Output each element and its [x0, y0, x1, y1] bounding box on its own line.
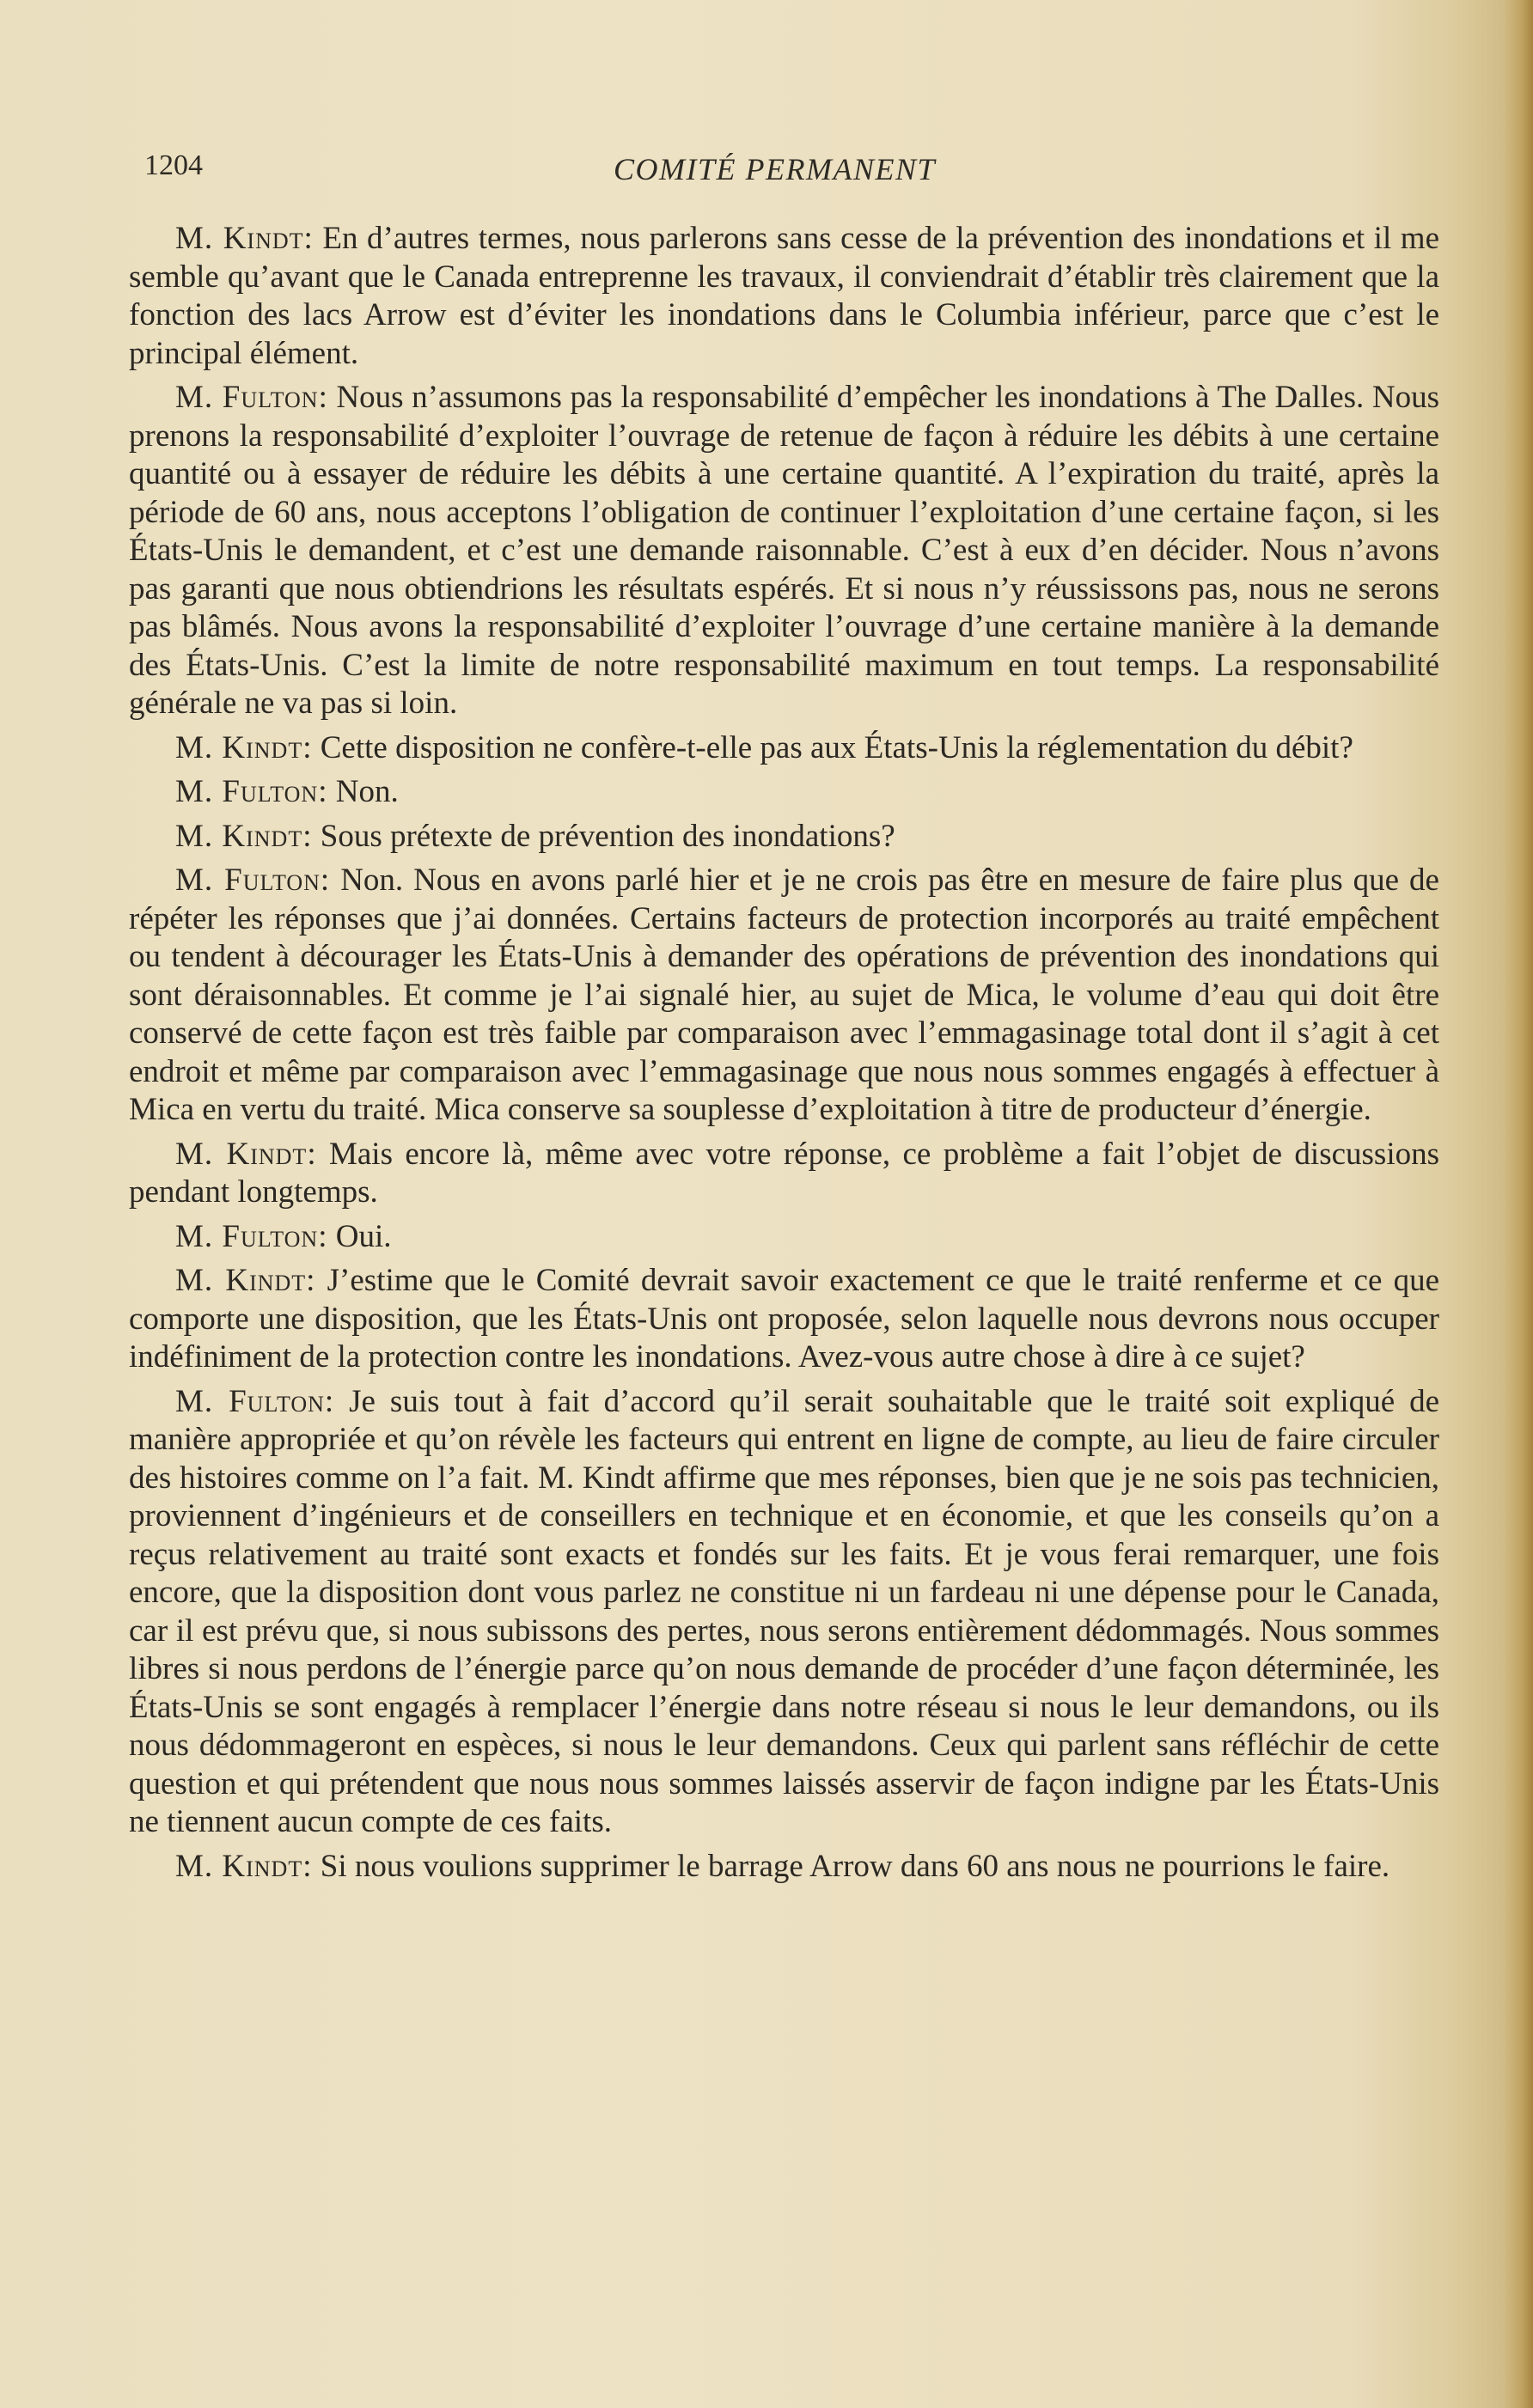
page-edge-shadow — [1504, 0, 1533, 2408]
transcript-paragraph — [129, 773, 1439, 812]
speaker-label: M. Kindt: — [175, 1136, 317, 1172]
speaker-label: M. Kindt: — [175, 221, 314, 256]
transcript-paragraph — [129, 220, 1439, 373]
running-title: COMITÉ PERMANENT — [614, 152, 936, 186]
transcript-paragraph — [129, 1262, 1439, 1377]
transcript-paragraph — [129, 1218, 1439, 1257]
speech-text: Nous n’assumons pas la responsabilité d’empêcher les inondations à The Dalles. Nous prenons la responsabilité d’exploiter l’ouvrage de retenue de façon à réduire les débits à une certaine quantité ou à essayer de réduire les débits à une certaine quantité. A l’expiration du traité, après la période de 60 ans, nous acceptons l’obligation de continuer l’exploitation d’une certaine façon, si les États-Unis le demandent, et c’est une demande raisonnable. C’est à eux d’en décider. Nous n’avons pas garanti que nous obtiendrions les résultats espérés. Et si nous n’y réussissons pas, nous ne serons pas blâmés. Nous avons la responsabilité d’exploiter l’ouvrage d’une certaine manière à la demande des États-Unis. C’est la limite de notre responsabilité maximum en tout temps. La responsabilité générale ne va pas si loin. — [129, 380, 1439, 721]
speech-text: Sous prétexte de prévention des inondations? — [312, 818, 895, 854]
speaker-label: M. Kindt: — [175, 1263, 316, 1298]
speech-text: Si nous voulions supprimer le barrage Arrow dans 60 ans nous ne pourrions le faire. — [312, 1848, 1390, 1884]
speaker-label: M. Kindt: — [175, 818, 313, 854]
transcript-paragraph — [129, 1136, 1439, 1212]
transcript-paragraph — [129, 862, 1439, 1130]
transcript-paragraph — [129, 1848, 1439, 1887]
speech-text: J’estime que le Comité devrait savoir exactement ce que le traité renferme et ce que comporte une disposition, que les États-Unis ont proposée, selon laquelle nous devrons nous occuper indéfiniment de la protection contre les inondations. Avez-vous autre chose à dire à ce sujet? — [129, 1263, 1439, 1375]
transcript-body — [129, 220, 1439, 1892]
speaker-label: M. Fulton: — [175, 1218, 328, 1254]
speech-text: Cette disposition ne confère-t-elle pas aux États-Unis la réglementation du débit? — [312, 729, 1353, 765]
transcript-paragraph — [129, 1383, 1439, 1842]
speech-text: En d’autres termes, nous parlerons sans cesse de la prévention des inondations et il me semble qu’avant que le Canada entreprenne les travaux, il conviendrait d’établir très clairement que la fonction des lacs Arrow est d’éviter les inondations dans le Columbia inférieur, parce que c’est le principal élément. — [129, 221, 1439, 371]
speaker-label: M. Fulton: — [175, 1383, 335, 1419]
speaker-label: M. Kindt: — [175, 729, 313, 765]
speech-text: Je suis tout à fait d’accord qu’il serait souhaitable que le traité soit expliqué de manière appropriée et qu’on révèle les facteurs qui entrent en ligne de compte, au lieu de faire circuler des histoires comme on l’a fait. M. Kindt affirme que mes réponses, bien que je ne sois pas technicien, proviennent d’ingénieurs et de conseillers en technique et en économie, et que les conseils qu’on a reçus relativement au traité sont exacts et fondés sur les faits. Et je vous ferai remarquer, une fois encore, que la disposition dont vous parlez ne constitue ni un fardeau ni une dépense pour le Canada, car il est prévu que, si nous subissons des pertes, nous serons entièrement dédommagés. Nous sommes libres si nous perdons de l’énergie parce qu’on nous demande de procéder d’une façon déterminée, les États-Unis se sont engagés à remplacer l’énergie dans notre réseau si nous le leur demandons, ou ils nous dédommageront en espèces, si nous le leur demandons. Ceux qui parlent sans réfléchir de cette question et qui prétendent que nous nous sommes laissés asservir de façon indigne par les États-Unis ne tiennent aucun compte de ces faits. — [129, 1383, 1439, 1839]
transcript-paragraph — [129, 729, 1439, 768]
speaker-label: M. Fulton: — [175, 380, 328, 415]
transcript-paragraph — [129, 818, 1439, 857]
speaker-label: M. Kindt: — [175, 1848, 313, 1884]
speaker-label: M. Fulton: — [175, 863, 331, 898]
speech-text: Mais encore là, même avec votre réponse, ce problème a fait l’objet de discussions pendant longtemps. — [129, 1136, 1439, 1210]
speech-text: Non. Nous en avons parlé hier et je ne crois pas être en mesure de faire plus que de répéter les réponses que j’ai données. Certains facteurs de protection incorporés au traité empêchent ou tendent à décourager les États-Unis à demander des opérations de prévention des inondations qui sont déraisonnables. Et comme je l’ai signalé hier, au sujet de Mica, le volume d’eau qui doit être conservé de cette façon est très faible par comparaison avec l’emmagasinage total dont il s’agit à cet endroit et même par comparaison avec l’emmagasinage que nous nous sommes engagés à effectuer à Mica en vertu du traité. Mica conserve sa souplesse d’exploitation à titre de producteur d’énergie. — [129, 863, 1439, 1127]
transcript-paragraph — [129, 379, 1439, 723]
speaker-label: M. Fulton: — [175, 774, 328, 809]
page-header — [144, 144, 1433, 196]
page-number: 1204 — [144, 149, 203, 181]
speech-text: Non. — [327, 774, 399, 809]
speech-text: Oui. — [327, 1218, 392, 1254]
